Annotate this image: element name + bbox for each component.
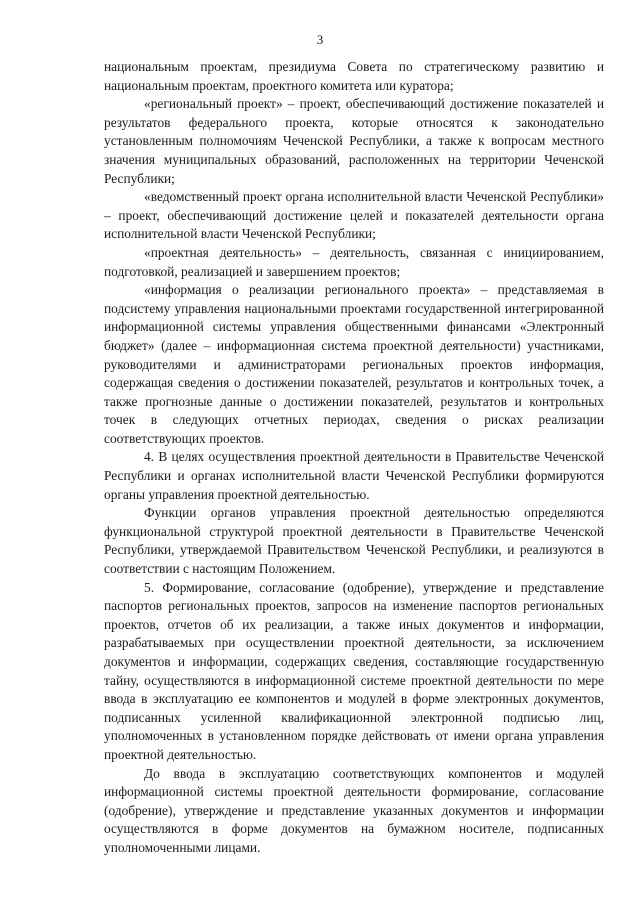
paragraph-regional-project-definition: «региональный проект» – проект, обеспечивающий достижение показателей и результатов федерального проекта, которые относятся к законодательно установленным полномочиям Чеченской Республики, а также к вопросам местного значения муниципальных образований, расположенных на территории Чеченской Республики; xyxy=(104,96,604,186)
paragraph-implementation-info-definition: «информация о реализации регионального проекта» – представляемая в подсистему управления национальными проектами государственной интегрированной информационной системы управления общественными финансами «Электронный бюджет» (далее – информационная система проектной деятельности) участниками, руководителями и администраторами региональных проектов информация, содержащая сведения о достижении показателей, результатов и контрольных точек, а также прогнозные данные о достижении показателей, результатов и контрольных точек в следующих отчетных периодах, сведения о рисках реализации соответствующих проектов. xyxy=(104,282,604,446)
paragraph-management-functions: Функции органов управления проектной деятельностью определяются функциональной структурой проектной деятельности в Правительстве Чеченской Республики, утверждаемой Правительством Чеченской Республики, и реализуются в соответствии с настоящим Положением. xyxy=(104,505,604,577)
paragraph-project-activity-definition: «проектная деятельность» – деятельность, связанная с инициированием, подготовкой, реализацией и завершением проектов; xyxy=(104,244,604,279)
page-number: 3 xyxy=(316,32,324,47)
paragraph-paper-documents: До ввода в эксплуатацию соответствующих компонентов и модулей информационной системы проектной деятельности формирование, согласование (одобрение), утверждение и представление указанных документов и информации осуществляются в форме документов на бумажном носителе, подписанных уполномоченными лицами. xyxy=(104,765,604,855)
paragraph-item-5: 5. Формирование, согласование (одобрение), утверждение и представление паспортов региональных проектов, запросов на изменение паспортов региональных проектов, отчетов об их реализации, а также иных документов и информации, разрабатываемых при осуществлении проектной деятельности, за исключением документов и информации, содержащих сведения, составляющие государственную тайну, осуществляются в информационной системе проектной деятельности по мере ввода в эксплуатацию ее компонентов и модулей в форме электронных документов, подписанных усиленной квалификационной электронной подписью лиц, уполномоченных в установленном порядке действовать от имени органа управления проектной деятельностью. xyxy=(104,579,604,762)
paragraph-continuation: национальным проектам, президиума Совета по стратегическому развитию и национальным проектам, проектного комитета или куратора; xyxy=(104,59,604,93)
document-body xyxy=(104,58,604,858)
paragraph-departmental-project-definition: «ведомственный проект органа исполнительной власти Чеченской Республики» – проект, обеспечивающий достижение целей и показателей деятельности органа исполнительной власти Чеченской Республики; xyxy=(104,189,604,242)
paragraph-item-4: 4. В целях осуществления проектной деятельности в Правительстве Чеченской Республики и органах исполнительной власти Чеченской Республики формируются органы управления проектной деятельностью. xyxy=(104,449,604,502)
